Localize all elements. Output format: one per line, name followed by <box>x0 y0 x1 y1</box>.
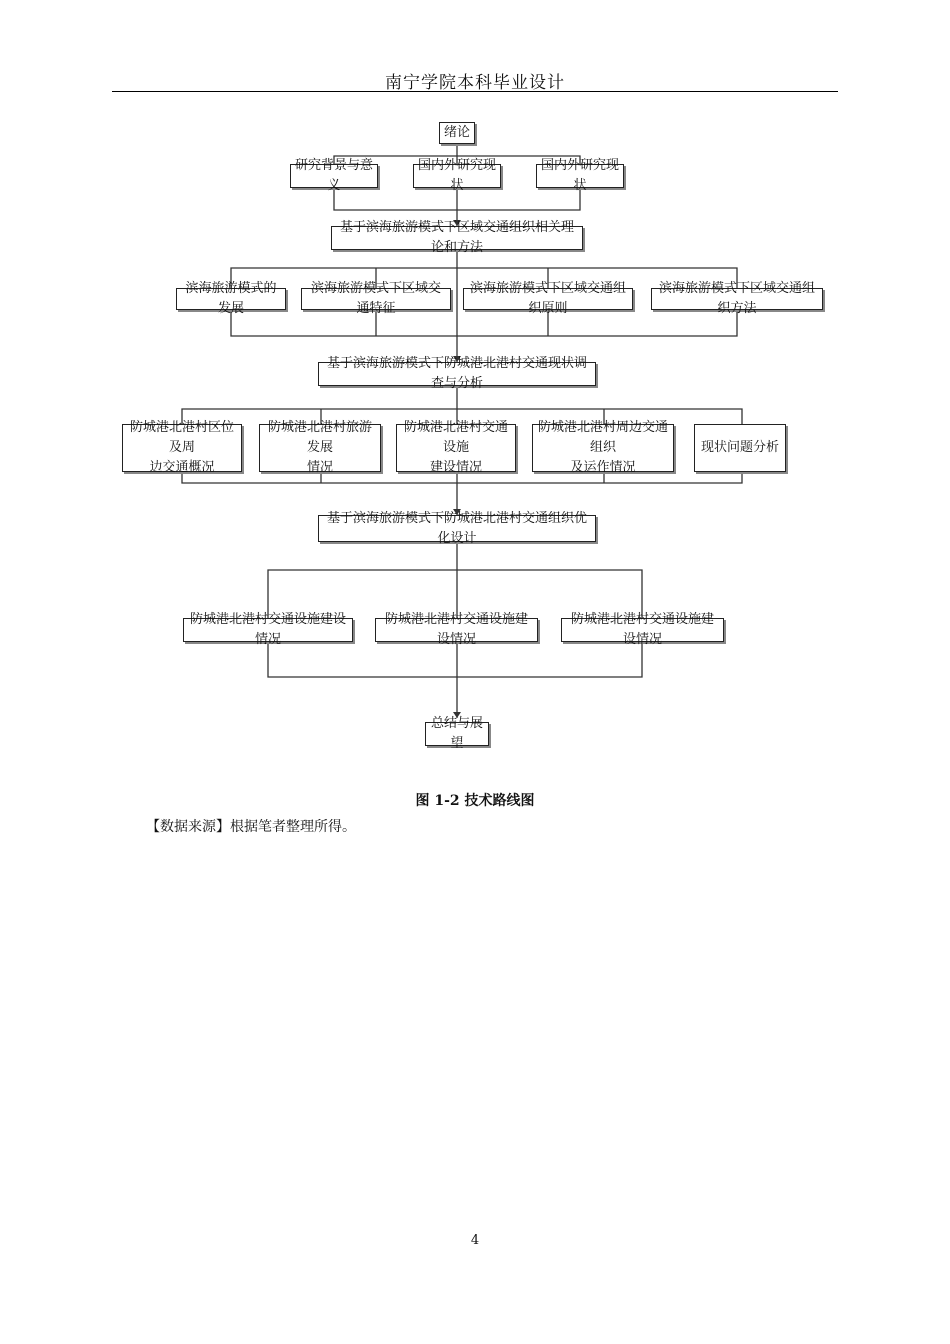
node-survey-problem: 现状问题分析 <box>694 424 786 472</box>
node-theory-development: 滨海旅游模式的发展 <box>176 288 286 310</box>
node-status-a: 国内外研究现状 <box>413 164 501 188</box>
node-survey: 基于滨海旅游模式下防城港北港村交通现状调查与分析 <box>318 362 596 386</box>
data-source-note: 【数据来源】根据笔者整理所得。 <box>146 819 356 835</box>
figure-caption: 图 1-2 技术路线图 <box>415 793 535 809</box>
node-design: 基于滨海旅游模式下防城港北港村交通组织优化设计 <box>318 515 596 542</box>
node-survey-location: 防城港北港村区位及周 边交通概况 <box>122 424 242 472</box>
page-number: 4 <box>470 1233 480 1248</box>
node-design-b: 防城港北港村交通设施建设情况 <box>375 618 538 642</box>
node-design-a: 防城港北港村交通设施建设情况 <box>183 618 353 642</box>
node-theory-method: 滨海旅游模式下区域交通组织方法 <box>651 288 823 310</box>
node-design-c: 防城港北港村交通设施建设情况 <box>561 618 724 642</box>
node-theory-principle: 滨海旅游模式下区域交通组织原则 <box>463 288 633 310</box>
node-status-b: 国内外研究现状 <box>536 164 624 188</box>
node-survey-tourism: 防城港北港村旅游发展 情况 <box>259 424 381 472</box>
node-summary: 总结与展望 <box>425 722 489 746</box>
node-theory-feature: 滨海旅游模式下区域交通特征 <box>301 288 451 310</box>
node-background: 研究背景与意义 <box>290 164 378 188</box>
node-intro: 绪论 <box>439 122 475 144</box>
node-theory: 基于滨海旅游模式下区域交通组织相关理论和方法 <box>331 226 583 250</box>
node-survey-facility: 防城港北港村交通设施 建设情况 <box>396 424 516 472</box>
page-header-title: 南宁学院本科毕业设计 <box>385 73 565 93</box>
node-survey-operation: 防城港北港村周边交通组织 及运作情况 <box>532 424 674 472</box>
